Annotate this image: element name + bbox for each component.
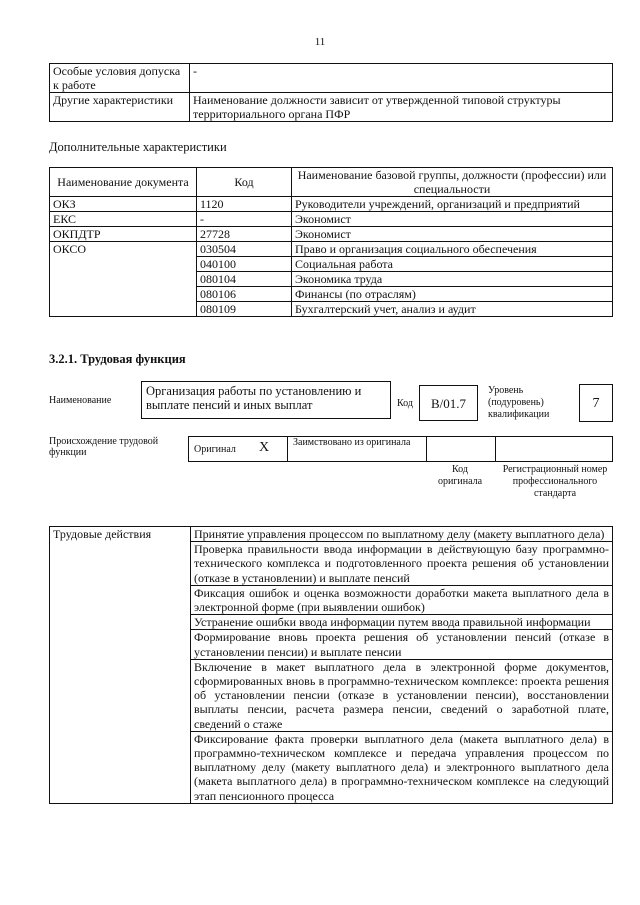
additional-table: [49, 167, 613, 317]
function-name: Организация работы по установлению и выплате пенсий и иных выплат: [146, 384, 362, 412]
cell-code: 27728: [197, 227, 292, 242]
origin-label: Происхождение трудовой функции: [49, 436, 159, 458]
cell-doc: ОКСО: [50, 242, 197, 317]
page-number: 11: [314, 36, 326, 48]
other-label: Другие характеристики: [50, 93, 190, 122]
function-name-box: [141, 381, 391, 419]
conditions-value: -: [190, 64, 613, 93]
borrowed-label: Заимствовано из оригинала: [293, 437, 411, 448]
action-item: Проверка правильности ввода информации в действующую базу программно-технического комплекса и подготовленного проекта решения об установлении (отказе в установлении) и выплате пенсий: [191, 542, 613, 586]
cell-name: Право и организация социального обеспечения: [292, 242, 613, 257]
cell-name: Бухгалтерский учет, анализ и аудит: [292, 302, 613, 317]
level-box: [579, 384, 613, 422]
header-code: Код: [197, 168, 292, 197]
actions-label: Трудовые действия: [50, 527, 191, 804]
table-row: [50, 527, 613, 542]
cell-name: Экономист: [292, 212, 613, 227]
code-original-label: Код оригинала: [437, 464, 483, 487]
other-value: Наименование должности зависит от утвержденной типовой структуры территориального органа ПФР: [190, 93, 613, 122]
action-item: Устранение ошибки ввода информации путем ввода правильной информации: [191, 615, 613, 630]
level-value: 7: [592, 396, 600, 411]
conditions-table: [49, 63, 613, 122]
code-original-cell: [426, 436, 496, 462]
table-row: [50, 64, 613, 93]
action-item: Формирование вновь проекта решения об установлении пенсий (отказе в установлении пенсии) и выплате пенсии: [191, 630, 613, 659]
cell-doc: ЕКС: [50, 212, 197, 227]
section-title: 3.2.1. Трудовая функция: [49, 352, 186, 366]
additional-heading: Дополнительные характеристики: [49, 140, 227, 154]
cell-name: Экономист: [292, 227, 613, 242]
header-name: Наименование базовой группы, должности (профессии) или специальности: [292, 168, 613, 197]
cell-doc: ОКПДТР: [50, 227, 197, 242]
cell-code: 080106: [197, 287, 292, 302]
table-row: [50, 93, 613, 122]
table-row: [50, 197, 613, 212]
cell-code: 1120: [197, 197, 292, 212]
cell-name: Экономика труда: [292, 272, 613, 287]
action-item: Фиксирование факта проверки выплатного дела (макета выплатного дела) в программно-техническом комплексе и передача управления процессом по выплатному делу (макету выплатного дела) и электронного выплатного дела (макета выплатного дела) в программно-техническом комплексе на следующий этап пенсионного процесса: [191, 731, 613, 803]
conditions-label: Особые условия допуска к работе: [50, 64, 190, 93]
cell-code: 080109: [197, 302, 292, 317]
table-row: [50, 227, 613, 242]
reg-number-label: Регистрационный номер профессионального стандарта: [502, 464, 608, 499]
original-mark: X: [259, 440, 270, 455]
cell-name: Руководители учреждений, организаций и предприятий: [292, 197, 613, 212]
action-item: Фиксация ошибок и оценка возможности доработки макета выплатного дела в электронной форме (при выявлении ошибок): [191, 585, 613, 614]
code-label: Код: [397, 398, 413, 409]
cell-code: -: [197, 212, 292, 227]
table-header-row: [50, 168, 613, 197]
name-label: Наименование: [49, 395, 112, 406]
cell-code: 030504: [197, 242, 292, 257]
cell-code: 080104: [197, 272, 292, 287]
reg-number-cell: [495, 436, 613, 462]
table-row: [50, 212, 613, 227]
function-code-box: [419, 385, 478, 421]
cell-doc: ОКЗ: [50, 197, 197, 212]
function-code: B/01.7: [430, 396, 467, 411]
table-row: [50, 242, 613, 257]
level-label: Уровень (подуровень) квалификации: [488, 385, 550, 420]
original-label: Оригинал: [194, 444, 236, 455]
action-item: Принятие управления процессом по выплатному делу (макету выплатного дела): [191, 527, 613, 542]
cell-name: Финансы (по отраслям): [292, 287, 613, 302]
header-doc: Наименование документа: [50, 168, 197, 197]
cell-code: 040100: [197, 257, 292, 272]
action-item: Включение в макет выплатного дела в электронной форме документов, сформированных вновь в программно-техническом комплексе: проекта решения об установлении пенсии (отказе в установлении пенсии), восстановлении выплаты пенсии, расчета размера пенсии, сведений о заработной плате, сведений о стаже: [191, 659, 613, 731]
actions-table: [49, 526, 613, 804]
cell-name: Социальная работа: [292, 257, 613, 272]
